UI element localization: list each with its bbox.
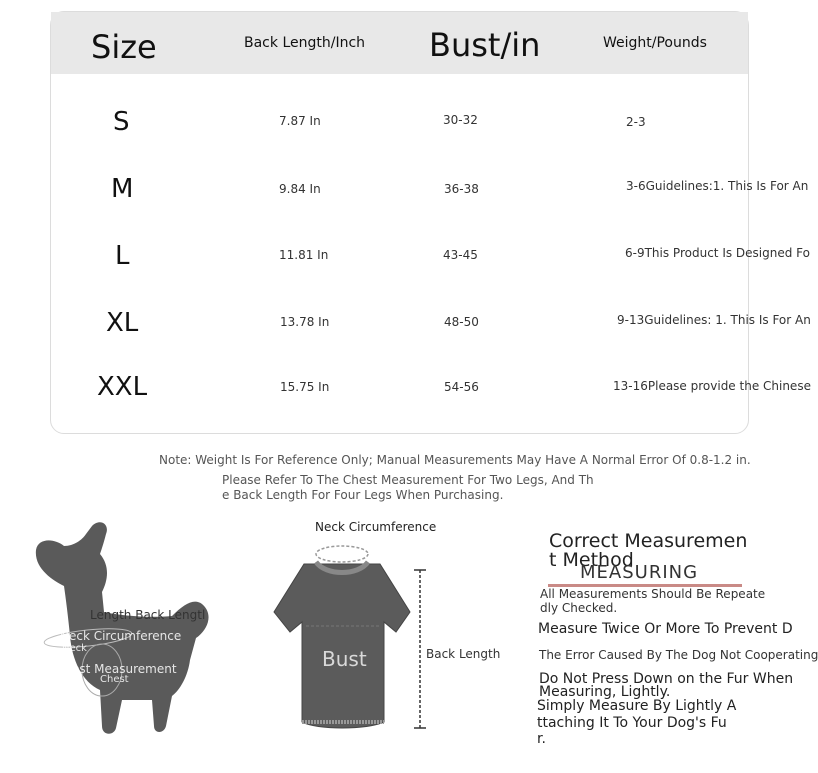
header-weight: Weight/Pounds <box>603 35 707 51</box>
header-back-length: Back Length/Inch <box>244 35 366 51</box>
method-line1b: dly Checked. <box>540 601 618 615</box>
table-row-back: 15.75 In <box>280 380 330 394</box>
table-row-back: 9.84 In <box>279 182 321 196</box>
size-chart-table <box>50 11 811 434</box>
table-row-size: XL <box>106 308 139 338</box>
method-line5b: ttaching It To Your Dog's Fu <box>537 715 727 731</box>
method-title: Correct Measurement Method <box>549 530 748 571</box>
table-row-back: 7.87 In <box>279 114 321 128</box>
table-row-size: S <box>113 107 130 137</box>
table-row-weight: 2-3 <box>626 115 646 129</box>
table-row-bust: 30-32 <box>443 113 478 127</box>
method-line1a: All Measurements Should Be Repeate <box>540 587 766 601</box>
note-weight-reference: Note: Weight Is For Reference Only; Manual Measurements May Have A Normal Error Of 0.8-1.2 in. <box>159 453 751 467</box>
note-chest-line1: Please Refer To The Chest Measurement For Two Legs, And Th <box>222 473 594 487</box>
shirt-label-neck-circumference: Neck Circumference <box>315 520 437 534</box>
table-row-back: 11.81 In <box>279 248 329 262</box>
table-row-weight: 3-6Guidelines:1. This Is For An <box>626 179 809 193</box>
table-row-size: L <box>115 241 130 271</box>
dog-label-neck-circumference: Neck Circumference <box>60 629 182 643</box>
table-row-weight: 9-13Guidelines: 1. This Is For An <box>617 313 811 327</box>
method-line5a: Simply Measure By Lightly A <box>537 698 737 714</box>
method-overlay-text: MEASURING <box>580 562 699 583</box>
table-row-bust: 48-50 <box>444 315 479 329</box>
dog-label-neck: Neck <box>62 643 87 654</box>
dog-label-chest: Chest <box>100 674 129 685</box>
dog-label-chest-measurement: Chest Measurement <box>56 662 177 676</box>
method-line4b: Measuring, Lightly. <box>539 684 671 700</box>
header-size: Size <box>91 28 157 66</box>
header-bust: Bust/in <box>429 26 541 64</box>
method-line4a: Do Not Press Down on the Fur When <box>539 671 794 687</box>
dog-label-back-length: Length Back Lengtl <box>90 608 206 622</box>
method-line2: Measure Twice Or More To Prevent D <box>538 621 793 637</box>
table-row-back: 13.78 In <box>280 315 330 329</box>
dog-shirt-icon <box>268 538 418 738</box>
note-chest-line2: e Back Length For Four Legs When Purchasing. <box>222 488 504 502</box>
shirt-label-bust: Bust <box>322 647 367 671</box>
table-row-bust: 43-45 <box>443 248 478 262</box>
method-line3: The Error Caused By The Dog Not Cooperating <box>539 648 818 662</box>
method-line5c: r. <box>537 731 546 747</box>
table-row-size: M <box>111 174 134 204</box>
shirt-label-back-length: Back Length <box>426 647 501 661</box>
table-row-size: XXL <box>97 372 148 402</box>
table-header-row <box>51 12 748 74</box>
table-row-bust: 54-56 <box>444 380 479 394</box>
table-row-bust: 36-38 <box>444 182 479 196</box>
table-row-weight: 13-16Please provide the Chinese <box>613 379 811 393</box>
table-row-weight: 6-9This Product Is Designed Fo <box>625 246 810 260</box>
